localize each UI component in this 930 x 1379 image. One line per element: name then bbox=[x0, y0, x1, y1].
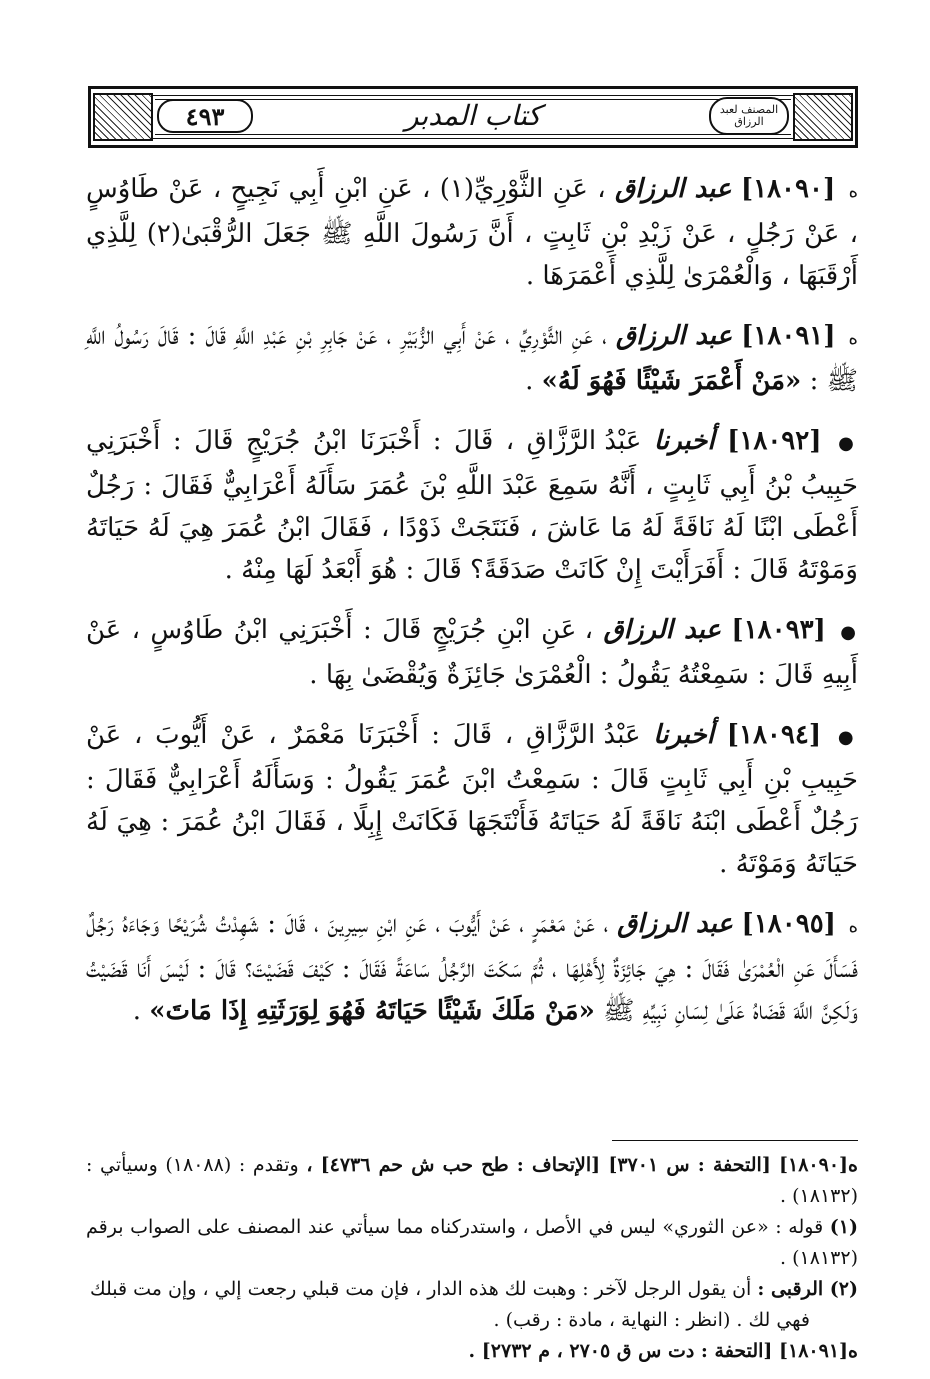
hadith-text: عَبْدُ الرَّزَّاقِ ، قَالَ : أَخْبَرَنَا مَعْمَرٌ ، عَنْ أَيُّوبَ ، عَنْ حَبِيبِ بْنِ أَبِي ثَابِتٍ قَالَ : سَمِعْتُ ابْنَ عُمَرَ يَقُولُ : وَسَأَلَهُ أَعْرَابِيٌّ فَقَالَ : رَجُلٌ أَعْطَى ابْنَهُ نَاقَةً لَهُ حَيَاتَهُ فَأَنْتَجَهَا فَكَانَتْ إِبِلًا ، فَقَالَ ابْنُ عُمَرَ : هِيَ لَهُ حَيَاتَهُ وَمَوْتَهُ . bbox=[86, 720, 858, 879]
footnote-2 bbox=[86, 1274, 858, 1305]
footnote-2-continued bbox=[86, 1305, 858, 1336]
hadith-18092 bbox=[86, 420, 858, 591]
footnote-text: قوله : «عن الثوري» ليس في الأصل ، واستدركناه مما سيأتي عند المصنف على الصواب برقم (١٨١٣٢) . bbox=[86, 1216, 858, 1269]
hadith-18090 bbox=[86, 168, 858, 297]
hadith-number: [١٨٠٩١] bbox=[741, 321, 836, 351]
hadith-number: [١٨٠٩٤] bbox=[726, 720, 822, 750]
hadith-tail: . bbox=[525, 366, 542, 396]
narrator: عبد الرزاق bbox=[614, 174, 732, 204]
hadith-mark: ● bbox=[838, 433, 859, 454]
narrator: عبد الرزاق bbox=[615, 321, 733, 351]
hadith-tail: . bbox=[132, 996, 150, 1026]
hadith-18095 bbox=[86, 903, 858, 1032]
footnote-text: وتقدم : (١٨٠٨٨) وسيأتي : (١٨١٣٢) . bbox=[86, 1154, 858, 1207]
footnote-lead: (١) bbox=[829, 1216, 858, 1238]
footnote-lead: ه[١٨٠٩٠] [التحفة : س ٣٧٠١] [الإتحاف : طح حب ش حم ٤٧٣٦] ، bbox=[306, 1154, 858, 1176]
footnote-takhrij-18091 bbox=[86, 1336, 858, 1367]
footnotes bbox=[86, 1150, 858, 1367]
hadith-number: [١٨٠٩٢] bbox=[727, 426, 822, 456]
page-header bbox=[88, 86, 858, 148]
footnote-divider bbox=[612, 1140, 858, 1141]
book-stamp-logo: المصنف لعبد الرزاق bbox=[709, 97, 789, 135]
hadith-mark: ● bbox=[837, 727, 859, 748]
prophetic-quote: «مَنْ مَلَكَ شَيْئًا حَيَاتَهُ فَهُوَ لِوَرَثَتِهِ إِذَا مَاتَ» bbox=[149, 996, 595, 1026]
hadith-18094 bbox=[86, 714, 858, 885]
narrator: عبد الرزاق bbox=[603, 615, 722, 645]
footnote-takhrij-18090 bbox=[86, 1150, 858, 1212]
narrator: أخبرنا bbox=[653, 720, 714, 750]
footnote-text: أن يقول الرجل لآخر : وهبت لك هذه الدار ، فإن مت قبلي رجعت إلي ، وإن مت قبلك bbox=[89, 1278, 758, 1300]
hadith-text: عَبْدُ الرَّزَّاقِ ، قَالَ : أَخْبَرَنَا ابْنُ جُرَيْجٍ قَالَ : أَخْبَرَنِي حَبِيبُ بْنُ أَبِي ثَابِتٍ ، أَنَّهُ سَمِعَ عَبْدَ اللَّهِ بْنَ عُمَرَ سَأَلَهُ أَعْرَابِيٌّ فَقَالَ : رَجُلٌ أَعْطَى ابْنًا لَهُ نَاقَةً لَهُ مَا عَاشَ ، فَنَتَجَتْ ذَوْدًا ، فَقَالَ ابْنُ عُمَرَ هِيَ لَهُ حَيَاتَهُ وَمَوْتَهُ قَالَ : أَفَرَأَيْتَ إِنْ كَانَتْ صَدَقَةً؟ قَالَ : هُوَ أَبْعَدُ لَهَا مِنْهُ . bbox=[86, 426, 858, 585]
footnote-lead: (٢) الرقبى : bbox=[757, 1278, 858, 1300]
narrator: عبد الرزاق bbox=[617, 909, 733, 939]
hadith-mark: ه bbox=[848, 328, 858, 349]
hadith-number: [١٨٠٩٣] bbox=[731, 615, 826, 645]
prophetic-quote: «مَنْ أَعْمَرَ شَيْئًا فَهُوَ لَهُ» bbox=[541, 366, 802, 396]
narrator: أخبرنا bbox=[653, 426, 715, 456]
main-text bbox=[86, 168, 858, 1050]
hadith-text: ، عَنِ الثَّوْرِيِّ(١) ، عَنِ ابْنِ أَبِي نَجِيحٍ ، عَنْ طَاوُسٍ ، عَنْ رَجُلٍ ، عَنْ زَيْدِ بْنِ ثَابِتٍ ، أَنَّ رَسُولَ اللَّهِ ﷺ جَعَلَ الرُّقْبَىٰ(٢) لِلَّذِي أَرْقَبَهَا ، وَالْعُمْرَىٰ لِلَّذِي أَعْمَرَهَا . bbox=[86, 174, 859, 291]
footnote-lead: ه[١٨٠٩١] [التحفة : دت س ق ٢٧٠٥ ، م ٢٧٣٢] . bbox=[468, 1340, 858, 1362]
page-number: ٤٩٣ bbox=[157, 99, 253, 133]
footnote-1 bbox=[86, 1212, 858, 1274]
hadith-text: ، عَنِ ابْنِ جُرَيْجٍ قَالَ : أَخْبَرَنِي ابْنُ طَاوُسٍ ، عَنْ أَبِيهِ قَالَ : سَمِعْتُهُ يَقُولُ : الْعُمْرَىٰ جَائِزَةٌ وَيُقْضَىٰ بِهَا . bbox=[86, 615, 858, 690]
hadith-number: [١٨٠٩٥] bbox=[741, 909, 836, 939]
hadith-text: ، عَنْ مَعْمَرٍ ، عَنْ أَيُّوبَ ، عَنِ ابْنِ سِيرِينَ ، قَالَ : شَهِدْتُ شُرَيْحًا وَجَاءَهُ رَجُلٌ فَسَأَلَ عَنِ الْعُمْرَىٰ فَقَالَ : هِيَ جَائِزَةٌ لِأَهْلِهَا ، ثُمَّ سَكَتَ الرَّجُلُ سَاعَةً فَقَالَ : كَيْفَ قَضَيْتَ؟ قَالَ : لَيْسَ أَنَا قَضَيْتُ وَلَكِنَّ اللَّهَ قَضَاهُ عَلَىٰ لِسَانِ نَبِيِّهِ ﷺ bbox=[86, 909, 858, 1026]
hadith-mark: ه bbox=[848, 181, 859, 202]
hadith-text: ، عَنِ الثَّوْرِيِّ ، عَنْ أَبِي الزُّبَيْرِ ، عَنْ جَابِرِ بْنِ عَبْدِ اللَّهِ قَالَ : قَالَ رَسُولُ اللَّهِ ﷺ : bbox=[86, 321, 858, 396]
hadith-mark: ه bbox=[848, 916, 858, 937]
hadith-18093 bbox=[86, 609, 858, 696]
footnote-text: فهي لك . (انظر : النهاية ، مادة : رقب) . bbox=[493, 1309, 810, 1331]
hadith-number: [١٨٠٩٠] bbox=[740, 174, 836, 204]
hadith-18091 bbox=[86, 315, 858, 402]
hadith-mark: ● bbox=[840, 622, 858, 643]
book-title: كتاب المدبر bbox=[404, 99, 541, 132]
